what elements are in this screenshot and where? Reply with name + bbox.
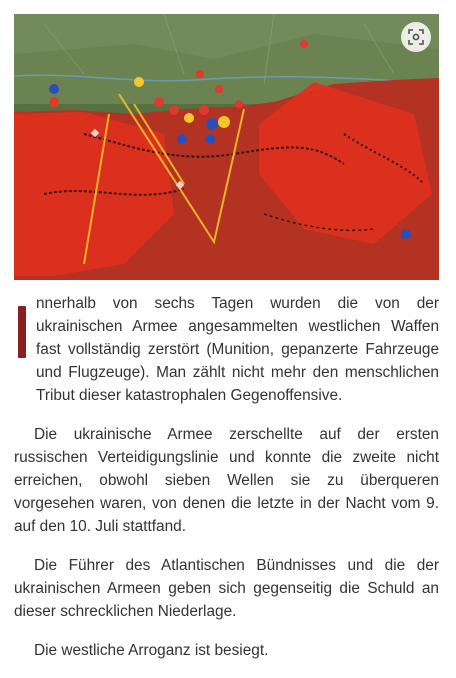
map-graphic bbox=[14, 14, 439, 280]
lead-paragraph bbox=[14, 292, 439, 407]
paragraph-4: Die westliche Arroganz ist besiegt. bbox=[34, 642, 269, 659]
article-body bbox=[14, 292, 439, 678]
paragraph-2: Die ukrainische Armee zerschellte auf der ersten russischen Verteidigungslinie und konnte die zweite nicht erreichen, obwohl sieben Wellen sie zu überqueren vorgesehen waren, von denen die letzte in der Nacht vom 9. auf den 10. Juli stattfand. bbox=[14, 426, 439, 535]
visual-search-button[interactable] bbox=[401, 22, 431, 52]
lead-text: nnerhalb von sechs Tagen wurden die von der ukrainischen Armee angesammelten westlichen Waffen fast vollständig zerstört (Munition, gepanzerte Fahrzeuge und Flugzeuge). Man zählt nicht mehr den menschlichen Tribut dieser katastrophalen Gegenoffensive. bbox=[36, 295, 439, 404]
visual-search-icon bbox=[408, 29, 424, 45]
dropcap-i bbox=[18, 306, 26, 358]
frontline-map-image bbox=[14, 14, 439, 280]
paragraph-3: Die Führer des Atlantischen Bündnisses und die der ukrainischen Armeen geben sich gegenseitig die Schuld an dieser schrecklichen Niederlage. bbox=[14, 557, 439, 620]
